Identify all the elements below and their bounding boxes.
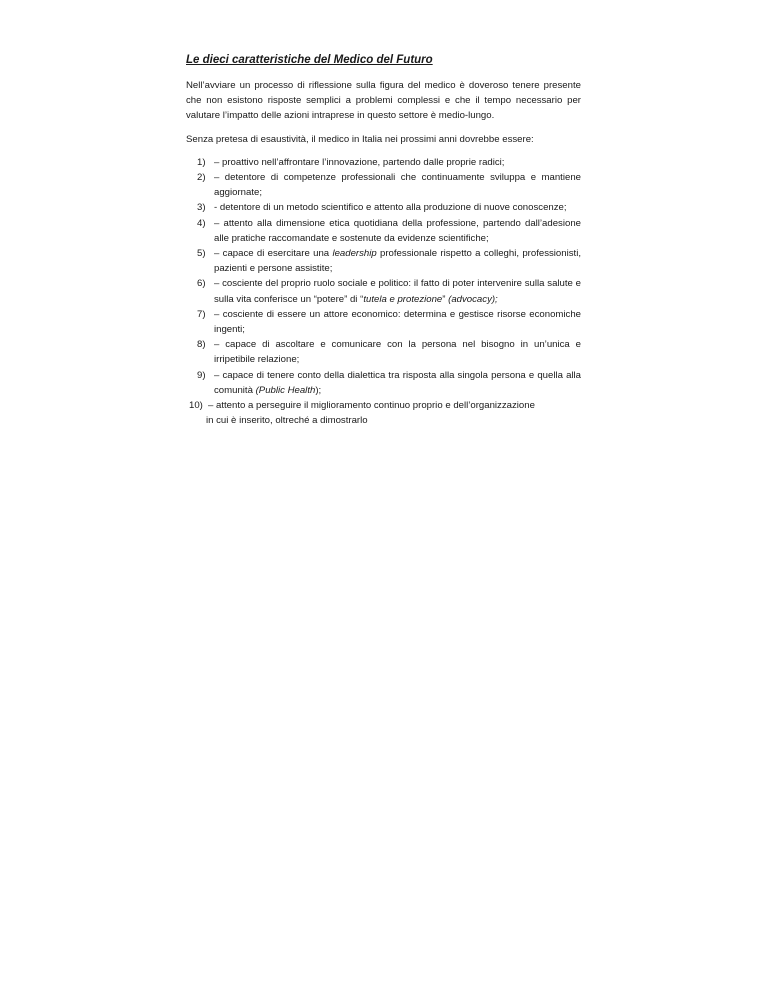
list-item-text: – attento a perseguire il miglioramento continuo proprio e dell’organizzazione — [208, 400, 535, 412]
list-item-number: 6) — [197, 278, 206, 290]
list-item — [186, 307, 581, 337]
list-item-number: 8) — [197, 339, 206, 351]
list-item — [186, 155, 581, 170]
list-item-number: 9) — [197, 369, 206, 381]
list-item — [186, 216, 581, 246]
list-item-number: 4) — [197, 217, 206, 229]
list-item-text: – capace di esercitare una — [214, 248, 333, 260]
list-item-text: in cui è inserito, oltreché a dimostrarlo — [206, 415, 368, 427]
list-item — [186, 200, 581, 215]
list-item — [186, 337, 581, 367]
list-item-text: – capace di ascoltare e comunicare con la persona nel bisogno in un’unica e irripetibile relazione; — [214, 339, 581, 366]
list-item-text: ); — [315, 384, 322, 396]
list-item-number: 2) — [197, 172, 206, 184]
list-item-number: 1) — [197, 156, 206, 168]
list-item — [186, 368, 581, 398]
document-title: Le dieci caratteristiche del Medico del Futuro — [186, 54, 433, 66]
list-item-emphasis: leadership — [332, 248, 377, 260]
list-item-text: – detentore di competenze professionali che continuamente sviluppa e mantiene aggiornate; — [214, 172, 581, 199]
intro-paragraph: Nell’avviare un processo di riflessione sulla figura del medico è doveroso tenere presente che non esistono risposte semplici a problemi complessi e che il tempo necessario per valutare l’impatto delle azioni intraprese in questo settore è medio-lungo. — [186, 80, 581, 122]
list-item-number: 5) — [197, 248, 206, 260]
list-item — [186, 246, 581, 276]
list-item-text: ” — [442, 293, 449, 305]
list-item-emphasis: (advocacy); — [448, 293, 498, 305]
list-item-text: professionale rispetto a colleghi, professionisti, pazienti e persone assistite; — [214, 248, 581, 275]
list-item — [186, 398, 581, 428]
list-item-text: – attento alla dimensione etica quotidiana della professione, partendo dall’adesione alle pratiche raccomandate e sostenute da evidenze scientifiche; — [214, 217, 581, 244]
list-item-number: 7) — [197, 308, 206, 320]
characteristics-list — [186, 155, 581, 429]
list-item-text: – cosciente di essere un attore economico: determina e gestisce risorse economiche ingenti; — [214, 308, 581, 336]
list-item-text: – proattivo nell’affrontare l’innovazione, partendo dalle proprie radici; — [214, 156, 505, 168]
list-item-number: 10) — [189, 400, 203, 412]
list-item — [186, 170, 581, 200]
document-page — [186, 52, 581, 428]
lead-paragraph: Senza pretesa di esaustività, il medico in Italia nei prossimi anni dovrebbe essere: — [186, 133, 534, 145]
list-item-emphasis: tutela e protezione — [363, 293, 443, 305]
list-item-emphasis: (Public Health — [255, 384, 316, 396]
list-item-text: – capace di tenere conto della dialettica tra risposta alla singola persona e quella alla comunità — [214, 369, 581, 396]
list-item-text: - detentore di un metodo scientifico e attento alla produzione di nuove conoscenze; — [214, 202, 567, 214]
list-item-number: 3) — [197, 202, 206, 214]
list-item-text: – cosciente del proprio ruolo sociale e politico: il fatto di poter intervenire sulla salute e sulla vita conferisce un “potere” di “ — [214, 278, 581, 305]
list-item — [186, 276, 581, 306]
